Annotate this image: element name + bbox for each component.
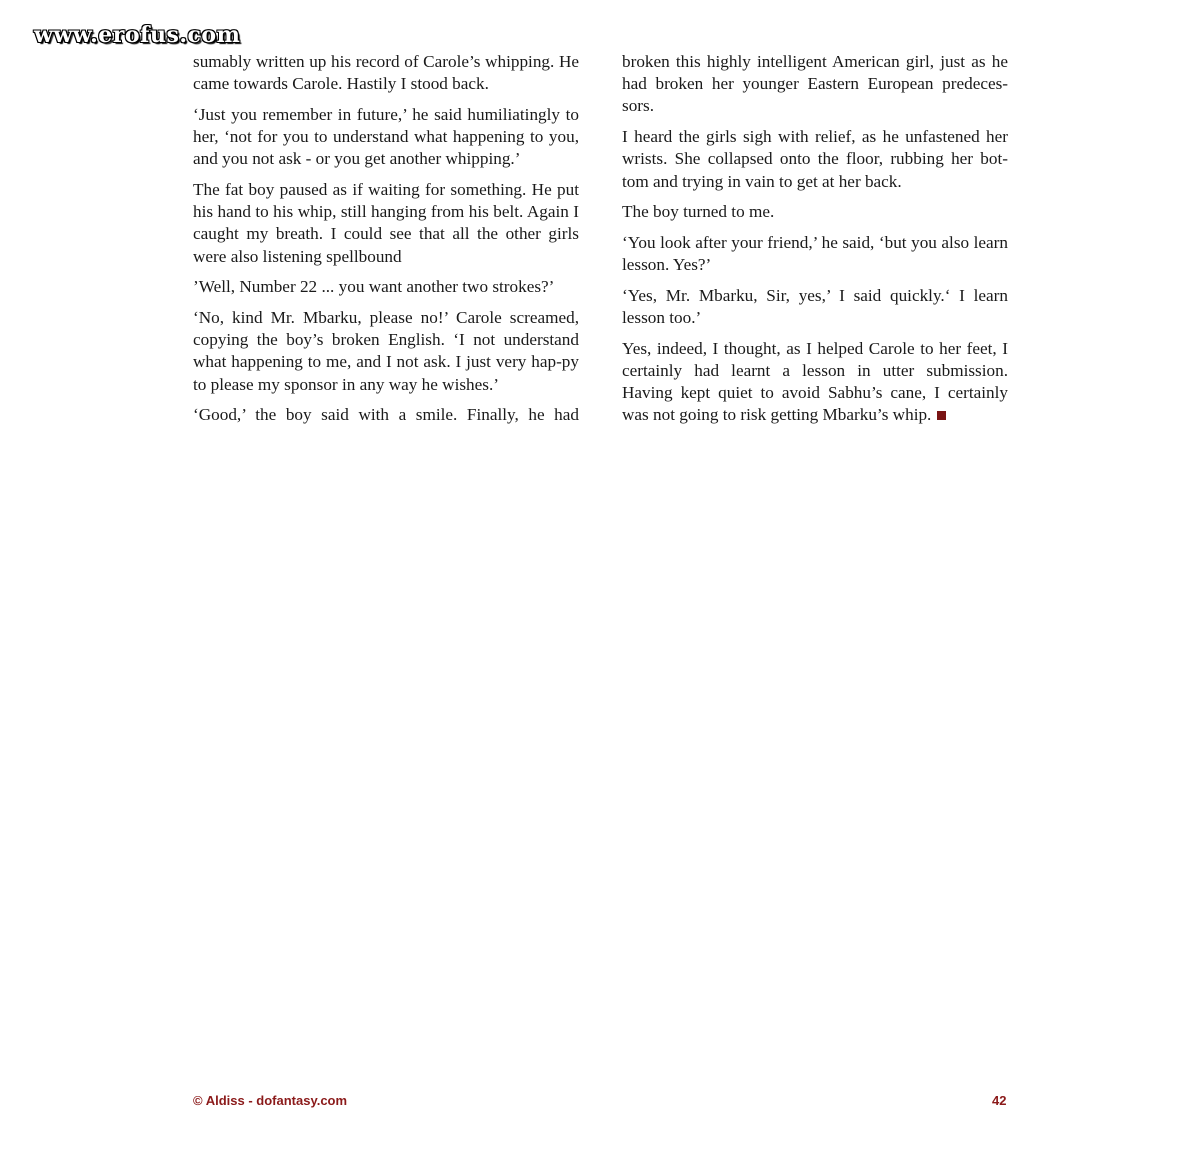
paragraph: The boy turned to me. (622, 202, 775, 222)
text-column-right (622, 51, 1008, 435)
paragraph: ‘Yes, Mr. Mbarku, Sir, yes,’ I said quickly.‘ I learn lesson too.’ (622, 285, 1008, 328)
paragraph: ’Well, Number 22 ... you want another two strokes?’ (193, 277, 555, 297)
text-column-left (193, 51, 579, 435)
page-number: 42 (992, 1093, 1007, 1108)
footer-copyright: © Aldiss - dofantasy.com (193, 1093, 348, 1108)
site-watermark: www.erofus.com (34, 22, 241, 48)
paragraph-final-text: Yes, indeed, I thought, as I helped Carole to her feet, I certainly had learnt a lesson in utter submission. Having kept quiet to avoid Sabhu’s cane, I certainly was not going to risk getting Mbarku’s whip. (622, 338, 1008, 425)
paragraph: ‘Good,’ the boy said with a smile. Finally, he had (193, 405, 579, 425)
paragraph: I heard the girls sigh with relief, as he unfastened her wrists. She collapsed onto the floor, rubbing her bot-tom and trying in vain to get at her back. (622, 127, 1008, 191)
paragraph-final (622, 338, 1008, 427)
paragraph: broken this highly intelligent American girl, just as he had broken her younger Eastern European predeces-sors. (622, 52, 1008, 116)
end-of-story-square-icon (937, 411, 946, 420)
paragraph: ‘No, kind Mr. Mbarku, please no!’ Carole screamed, copying the boy’s broken English. ‘I not understand what happening to me, and I not ask. I just very hap-py to please my sponsor in any way he wishes.’ (193, 308, 579, 394)
paragraph: ‘You look after your friend,’ he said, ‘but you also learn lesson. Yes?’ (622, 232, 1008, 275)
paragraph: The fat boy paused as if waiting for something. He put his hand to his whip, still hanging from his belt. Again I caught my breath. I could see that all the other girls were also listening spellbound (193, 180, 579, 266)
paragraph: sumably written up his record of Carole’s whipping. He came towards Carole. Hastily I stood back. (193, 52, 579, 94)
paragraph: ‘Just you remember in future,’ he said humiliatingly to her, ‘not for you to understand what happening to you, and you not ask - or you get another whipping.’ (193, 104, 579, 169)
